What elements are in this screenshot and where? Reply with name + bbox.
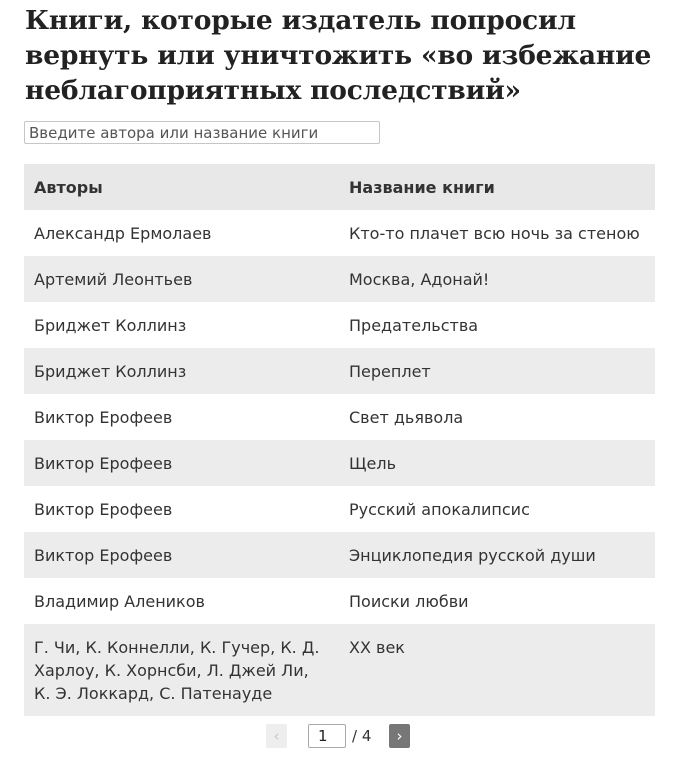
cell-book-title: Русский апокалипсис	[349, 500, 530, 519]
cell-author: Г. Чи, К. Коннелли, К. Гучер, К. Д. Харлоу, К. Хорнсби, Л. Джей Ли, К. Э. Локкард, С. Патенауде	[24, 624, 339, 716]
table-row	[24, 394, 655, 440]
cell-author: Владимир Алеников	[34, 592, 205, 611]
cell-author: Бриджет Коллинз	[34, 316, 187, 335]
search-input[interactable]	[24, 121, 380, 144]
table-row	[24, 532, 655, 578]
cell-book-title: Переплет	[339, 348, 655, 394]
pagination	[266, 723, 412, 749]
cell-book-title: Москва, Адонай!	[339, 256, 655, 302]
cell-book-title: Поиски любви	[349, 592, 469, 611]
table-row	[24, 210, 655, 256]
cell-author: Виктор Ерофеев	[24, 440, 339, 486]
table-row	[24, 486, 655, 532]
table-header-row	[24, 164, 655, 210]
cell-author: Артемий Леонтьев	[24, 256, 339, 302]
cell-book-title: Энциклопедия русской души	[339, 532, 655, 578]
table-row	[24, 624, 655, 716]
table-row	[24, 348, 655, 394]
cell-book-title: Предательства	[349, 316, 479, 335]
table-row	[24, 256, 655, 302]
table-row	[24, 302, 655, 348]
page-number-input[interactable]	[308, 724, 346, 748]
cell-author: Виктор Ерофеев	[34, 408, 173, 427]
table-row	[24, 440, 655, 486]
cell-book-title: XX век	[339, 624, 655, 716]
cell-book-title: Щель	[339, 440, 655, 486]
column-header-title[interactable]: Название книги	[339, 164, 655, 210]
cell-author: Виктор Ерофеев	[24, 532, 339, 578]
cell-book-title: Свет дьявола	[349, 408, 464, 427]
column-header-authors[interactable]: Авторы	[24, 164, 339, 210]
table-row	[24, 578, 655, 624]
cell-book-title: Кто-то плачет всю ночь за стеною	[349, 224, 640, 243]
books-table	[24, 164, 655, 716]
next-page-button[interactable]: ›	[389, 724, 410, 748]
page-title: Книги, которые издатель попросил вернуть или уничтожить «во избежание неблагоприятных последствий»	[25, 5, 652, 106]
cell-author: Бриджет Коллинз	[24, 348, 339, 394]
prev-page-button[interactable]: ‹	[266, 724, 287, 748]
cell-author: Виктор Ерофеев	[34, 500, 173, 519]
page-total: / 4	[352, 727, 372, 745]
cell-author: Александр Ермолаев	[34, 224, 212, 243]
